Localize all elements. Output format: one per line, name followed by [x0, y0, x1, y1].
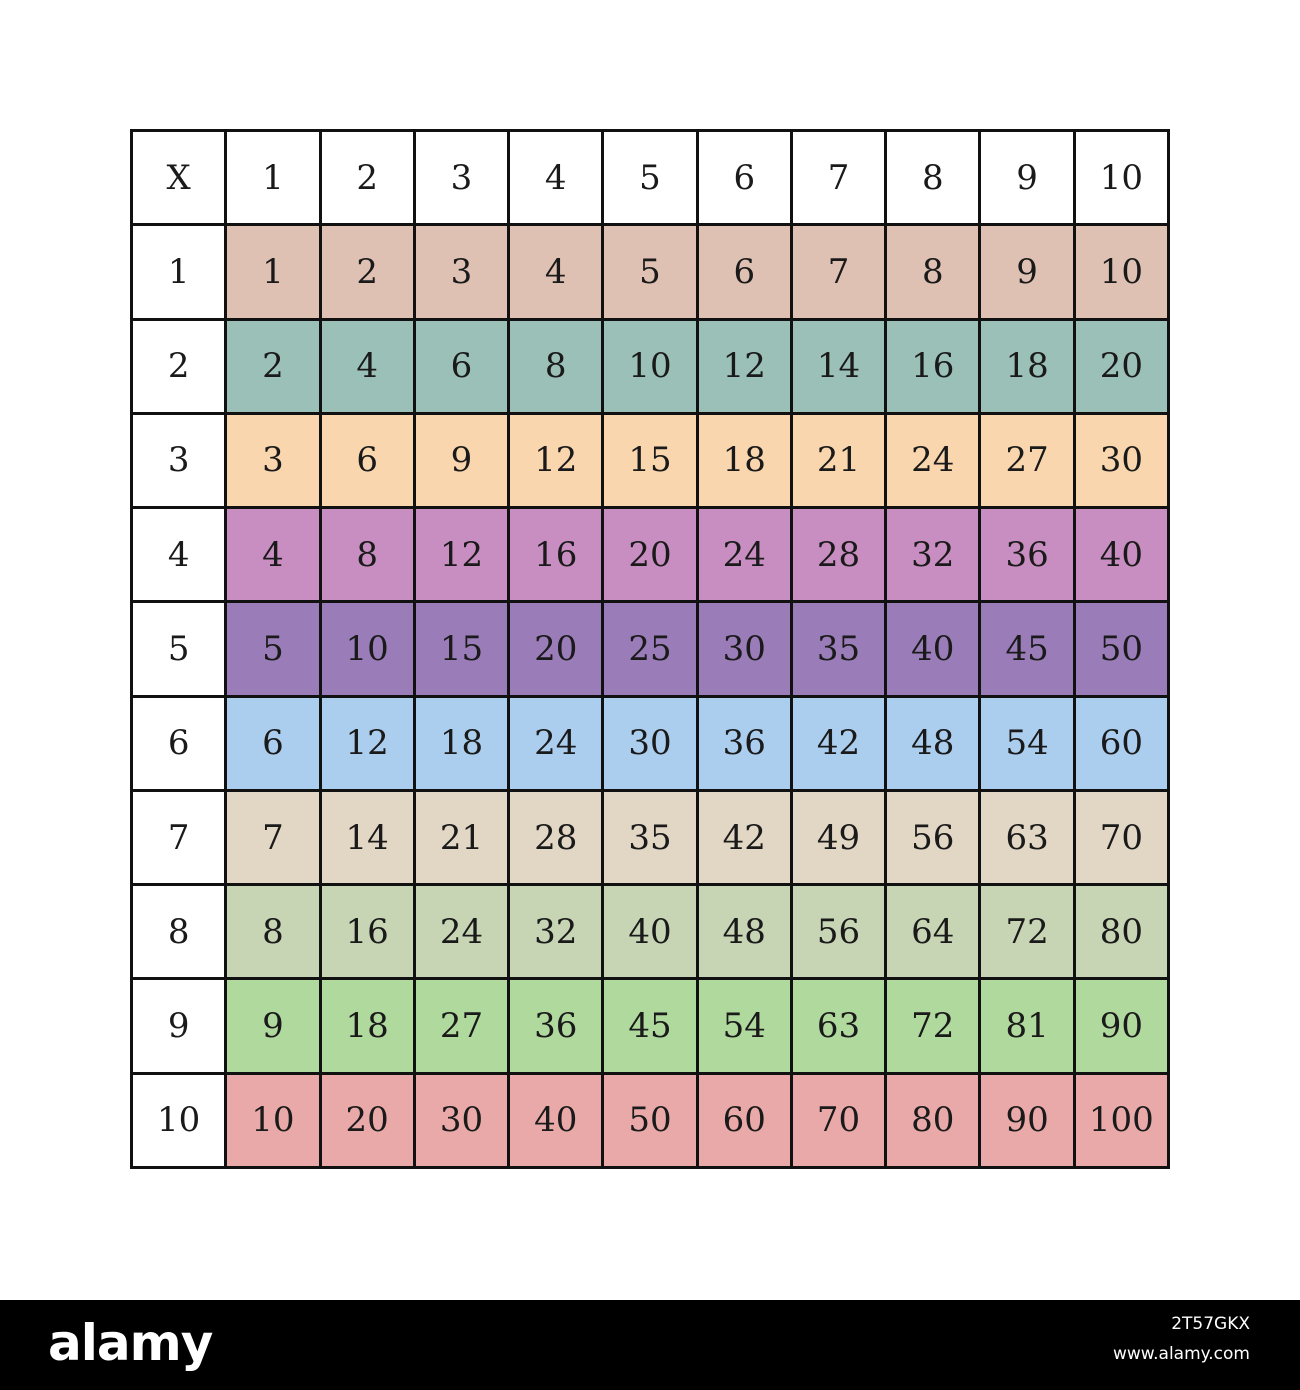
- product-cell: 12: [322, 698, 413, 789]
- product-cell: 63: [793, 980, 884, 1071]
- product-cell: 28: [793, 509, 884, 600]
- product-cell: 2: [227, 321, 318, 412]
- brand-logo: alamy: [48, 1314, 213, 1372]
- product-cell: 1: [227, 226, 318, 317]
- product-cell: 4: [510, 226, 601, 317]
- product-cell: 40: [1076, 509, 1167, 600]
- product-cell: 10: [227, 1075, 318, 1166]
- product-cell: 49: [793, 792, 884, 883]
- product-cell: 63: [981, 792, 1072, 883]
- row-header: 6: [133, 698, 224, 789]
- row-header: 5: [133, 603, 224, 694]
- product-cell: 27: [981, 415, 1072, 506]
- product-cell: 8: [322, 509, 413, 600]
- product-cell: 21: [793, 415, 884, 506]
- product-cell: 64: [887, 886, 978, 977]
- product-cell: 20: [322, 1075, 413, 1166]
- product-cell: 14: [322, 792, 413, 883]
- watermark-footer-bar: [0, 1300, 1300, 1390]
- multiplication-table: [130, 129, 1170, 1169]
- product-cell: 20: [1076, 321, 1167, 412]
- product-cell: 10: [604, 321, 695, 412]
- row-header: 1: [133, 226, 224, 317]
- product-cell: 60: [699, 1075, 790, 1166]
- product-cell: 24: [510, 698, 601, 789]
- product-cell: 70: [793, 1075, 884, 1166]
- column-header: 2: [322, 132, 413, 223]
- product-cell: 72: [887, 980, 978, 1071]
- site-url-label: www.alamy.com: [1112, 1344, 1250, 1364]
- product-cell: 100: [1076, 1075, 1167, 1166]
- row-header: 2: [133, 321, 224, 412]
- product-cell: 12: [510, 415, 601, 506]
- product-cell: 8: [887, 226, 978, 317]
- product-cell: 40: [604, 886, 695, 977]
- column-header: 10: [1076, 132, 1167, 223]
- product-cell: 80: [1076, 886, 1167, 977]
- product-cell: 3: [227, 415, 318, 506]
- product-cell: 10: [322, 603, 413, 694]
- column-header: 4: [510, 132, 601, 223]
- product-cell: 24: [416, 886, 507, 977]
- product-cell: 56: [793, 886, 884, 977]
- product-cell: 12: [699, 321, 790, 412]
- product-cell: 40: [887, 603, 978, 694]
- column-header: 1: [227, 132, 318, 223]
- column-header: 8: [887, 132, 978, 223]
- product-cell: 30: [416, 1075, 507, 1166]
- product-cell: 72: [981, 886, 1072, 977]
- product-cell: 30: [699, 603, 790, 694]
- product-cell: 7: [793, 226, 884, 317]
- product-cell: 18: [322, 980, 413, 1071]
- product-cell: 81: [981, 980, 1072, 1071]
- product-cell: 6: [227, 698, 318, 789]
- column-header: 3: [416, 132, 507, 223]
- product-cell: 4: [227, 509, 318, 600]
- product-cell: 42: [793, 698, 884, 789]
- product-cell: 6: [699, 226, 790, 317]
- product-cell: 16: [887, 321, 978, 412]
- product-cell: 9: [227, 980, 318, 1071]
- row-header: 9: [133, 980, 224, 1071]
- table-grid: [133, 132, 1167, 1166]
- product-cell: 48: [699, 886, 790, 977]
- product-cell: 32: [887, 509, 978, 600]
- product-cell: 8: [510, 321, 601, 412]
- column-header: 5: [604, 132, 695, 223]
- product-cell: 36: [510, 980, 601, 1071]
- product-cell: 45: [604, 980, 695, 1071]
- product-cell: 90: [1076, 980, 1167, 1071]
- product-cell: 70: [1076, 792, 1167, 883]
- product-cell: 24: [887, 415, 978, 506]
- product-cell: 14: [793, 321, 884, 412]
- product-cell: 50: [604, 1075, 695, 1166]
- product-cell: 48: [887, 698, 978, 789]
- row-header: 10: [133, 1075, 224, 1166]
- row-header: 4: [133, 509, 224, 600]
- row-header: 8: [133, 886, 224, 977]
- product-cell: 9: [416, 415, 507, 506]
- product-cell: 16: [322, 886, 413, 977]
- product-cell: 30: [1076, 415, 1167, 506]
- product-cell: 24: [699, 509, 790, 600]
- column-header: 7: [793, 132, 884, 223]
- product-cell: 15: [604, 415, 695, 506]
- product-cell: 8: [227, 886, 318, 977]
- product-cell: 54: [699, 980, 790, 1071]
- product-cell: 5: [604, 226, 695, 317]
- product-cell: 5: [227, 603, 318, 694]
- product-cell: 18: [981, 321, 1072, 412]
- product-cell: 25: [604, 603, 695, 694]
- corner-label: X: [133, 132, 224, 223]
- product-cell: 15: [416, 603, 507, 694]
- image-id-label: 2T57GKX: [1171, 1314, 1250, 1334]
- product-cell: 18: [699, 415, 790, 506]
- row-header: 7: [133, 792, 224, 883]
- product-cell: 6: [322, 415, 413, 506]
- product-cell: 12: [416, 509, 507, 600]
- product-cell: 54: [981, 698, 1072, 789]
- product-cell: 56: [887, 792, 978, 883]
- product-cell: 32: [510, 886, 601, 977]
- product-cell: 50: [1076, 603, 1167, 694]
- product-cell: 36: [699, 698, 790, 789]
- product-cell: 35: [793, 603, 884, 694]
- product-cell: 30: [604, 698, 695, 789]
- row-header: 3: [133, 415, 224, 506]
- product-cell: 27: [416, 980, 507, 1071]
- product-cell: 42: [699, 792, 790, 883]
- product-cell: 45: [981, 603, 1072, 694]
- product-cell: 28: [510, 792, 601, 883]
- product-cell: 16: [510, 509, 601, 600]
- product-cell: 20: [510, 603, 601, 694]
- product-cell: 9: [981, 226, 1072, 317]
- product-cell: 36: [981, 509, 1072, 600]
- product-cell: 18: [416, 698, 507, 789]
- column-header: 9: [981, 132, 1072, 223]
- product-cell: 10: [1076, 226, 1167, 317]
- product-cell: 7: [227, 792, 318, 883]
- product-cell: 20: [604, 509, 695, 600]
- product-cell: 90: [981, 1075, 1072, 1166]
- product-cell: 3: [416, 226, 507, 317]
- product-cell: 6: [416, 321, 507, 412]
- product-cell: 2: [322, 226, 413, 317]
- column-header: 6: [699, 132, 790, 223]
- product-cell: 35: [604, 792, 695, 883]
- product-cell: 21: [416, 792, 507, 883]
- product-cell: 40: [510, 1075, 601, 1166]
- product-cell: 4: [322, 321, 413, 412]
- product-cell: 60: [1076, 698, 1167, 789]
- product-cell: 80: [887, 1075, 978, 1166]
